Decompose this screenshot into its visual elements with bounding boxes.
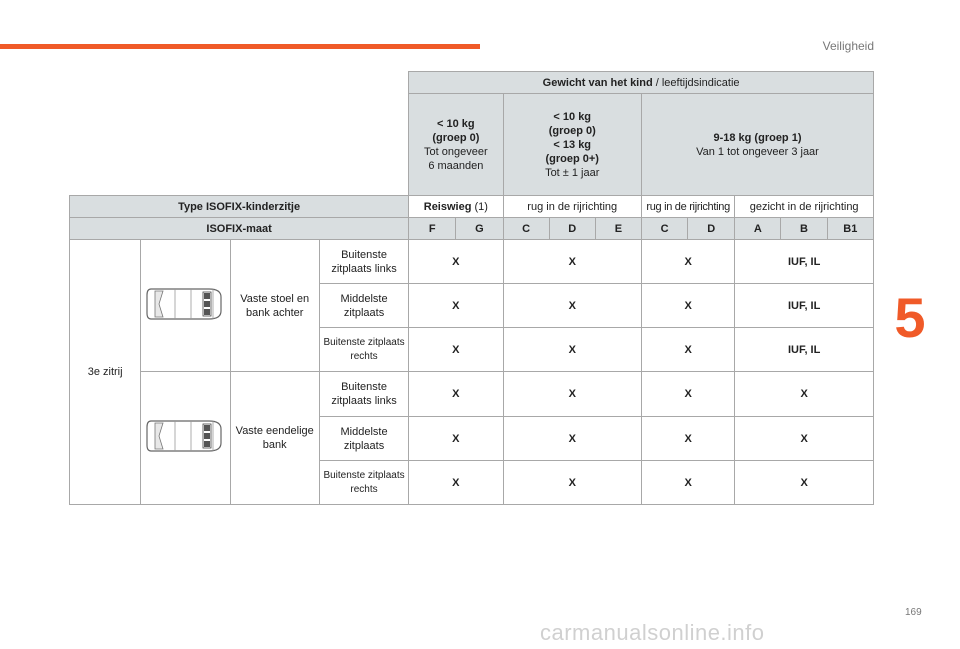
value-cell: X: [409, 284, 503, 328]
section-title: Veiligheid: [822, 39, 874, 53]
size-cell: F: [409, 218, 456, 240]
size-cell: C: [641, 218, 687, 240]
value-cell: IUF, IL: [735, 328, 874, 372]
table-row: [70, 372, 874, 417]
seat-diagram-cell: [141, 240, 230, 372]
table-row: [70, 240, 874, 284]
value-cell: X: [409, 372, 503, 417]
isofix-table: [69, 71, 874, 505]
value-cell: X: [503, 284, 641, 328]
value-cell: X: [735, 372, 874, 417]
size-label: ISOFIX-maat: [70, 218, 409, 240]
row-label: 3e zitrij: [70, 240, 141, 505]
size-cell: A: [735, 218, 781, 240]
seat-diagram-cell: [141, 372, 230, 505]
value-cell: X: [409, 417, 503, 461]
size-cell: D: [688, 218, 735, 240]
type-label: Type ISOFIX-kinderzitje: [70, 196, 409, 218]
value-cell: X: [735, 417, 874, 461]
value-cell: X: [735, 461, 874, 505]
group-0plus-cell: < 10 kg (groep 0) < 13 kg (groep 0+) Tot ± 1 jaar: [503, 94, 641, 196]
value-cell: X: [641, 417, 734, 461]
type-reiswieg: Reiswieg (1): [409, 196, 503, 218]
van-seat-diagram-icon: [145, 283, 225, 325]
value-cell: X: [409, 240, 503, 284]
value-cell: X: [503, 328, 641, 372]
value-cell: IUF, IL: [735, 284, 874, 328]
page-number: 169: [905, 607, 922, 618]
value-cell: X: [503, 240, 641, 284]
value-cell: IUF, IL: [735, 240, 874, 284]
group-1-cell: 9-18 kg (groep 1) Van 1 tot ongeveer 3 jaar: [641, 94, 873, 196]
seat-type: Vaste eendelige bank: [230, 372, 319, 505]
value-cell: X: [409, 328, 503, 372]
size-cell: B1: [827, 218, 873, 240]
seat-type: Vaste stoel en bank achter: [230, 240, 319, 372]
value-cell: X: [409, 461, 503, 505]
type-rug-1: rug in de rijrichting: [503, 196, 641, 218]
size-cell: B: [781, 218, 827, 240]
value-cell: X: [503, 372, 641, 417]
weight-header: Gewicht van het kind / leeftijdsindicatie: [409, 72, 874, 94]
value-cell: X: [641, 461, 734, 505]
type-gezicht: gezicht in de rijrichting: [735, 196, 874, 218]
group-0-cell: < 10 kg (groep 0) Tot ongeveer 6 maanden: [409, 94, 503, 196]
size-cell: G: [456, 218, 503, 240]
seat-position: Buitenste zitplaats rechts: [319, 461, 408, 505]
size-cell: D: [549, 218, 595, 240]
seat-position: Buitenste zitplaats links: [319, 372, 408, 417]
type-rug-2: rug in de rijrichting: [641, 196, 734, 218]
value-cell: X: [641, 372, 734, 417]
seat-position: Buitenste zitplaats rechts: [319, 328, 408, 372]
seat-position: Buitenste zitplaats links: [319, 240, 408, 284]
van-bench-diagram-icon: [145, 415, 225, 457]
size-cell: C: [503, 218, 549, 240]
seat-position: Middelste zitplaats: [319, 417, 408, 461]
size-cell: E: [595, 218, 641, 240]
value-cell: X: [503, 461, 641, 505]
value-cell: X: [641, 240, 734, 284]
seat-position: Middelste zitplaats: [319, 284, 408, 328]
value-cell: X: [641, 284, 734, 328]
value-cell: X: [641, 328, 734, 372]
orange-header-bar: [0, 44, 480, 49]
watermark: carmanualsonline.info: [540, 620, 765, 645]
value-cell: X: [503, 417, 641, 461]
chapter-number: 5: [894, 286, 926, 349]
